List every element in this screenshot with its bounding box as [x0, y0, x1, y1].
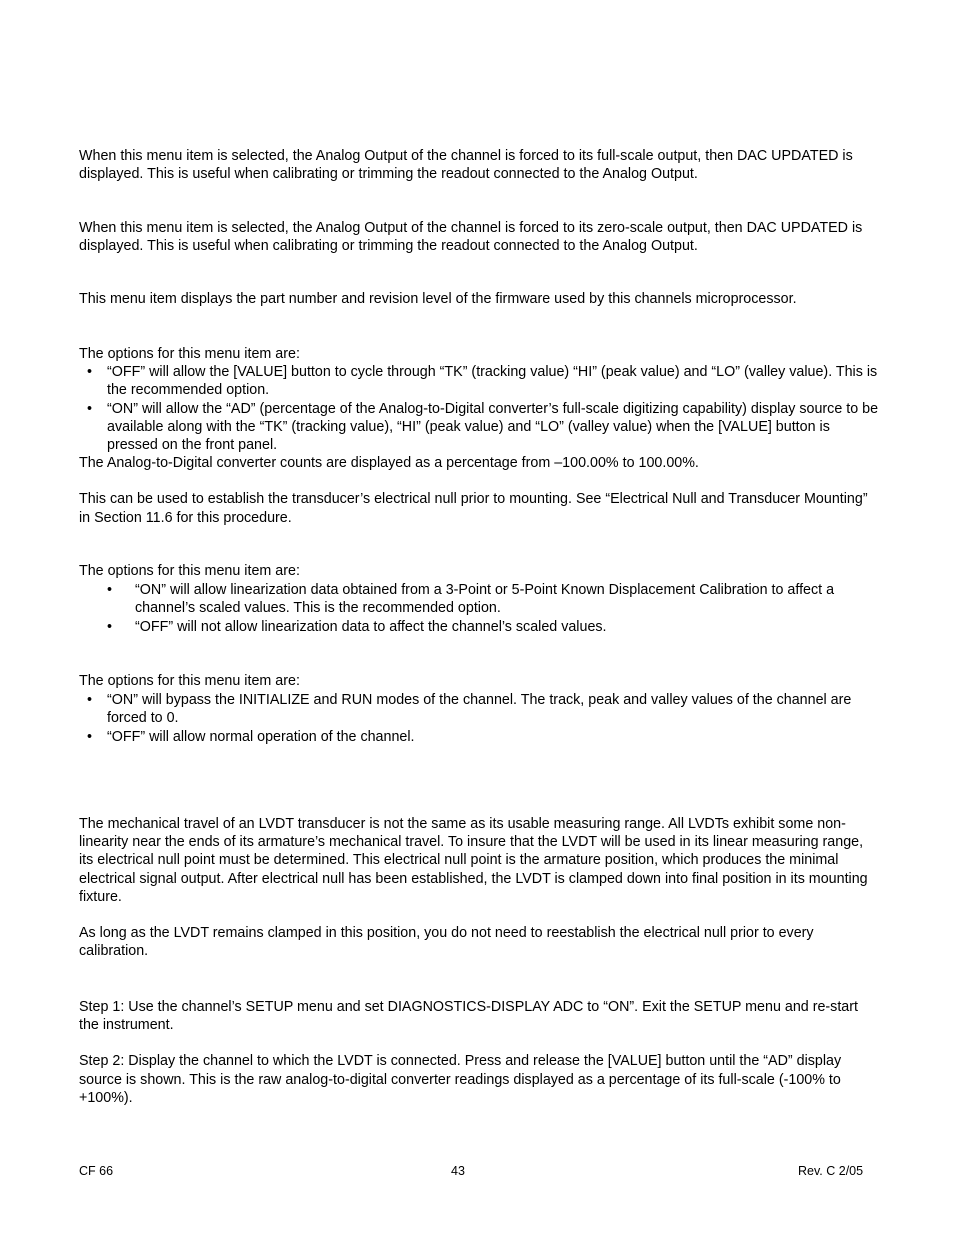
- dac-full-scale-text: When this menu item is selected, the Analog Output of the channel is forced to its full-scale output, then DAC UPDATED is displayed. This is useful when calibrating or trimming the readout connected to the Analog Output.: [79, 148, 853, 183]
- bypass-section: [79, 672, 879, 746]
- display-adc-after-text: The Analog-to-Digital converter counts are displayed as a percentage from –100.00% to 100.00%.: [79, 455, 699, 472]
- list-item: • “ON” will allow linearization data obtained from a 3-Point or 5-Point Known Displacement Calibration to affect a channel’s scaled values. This is the recommended option.: [107, 582, 835, 617]
- footer-document-id: CF 66: [79, 1164, 114, 1178]
- bullet-icon: •: [87, 400, 93, 417]
- bypass-options-list: [79, 691, 879, 746]
- bullet-icon: •: [107, 618, 113, 635]
- procedure-steps: [79, 998, 879, 1107]
- footer-revision: Rev. C 2/05: [798, 1164, 864, 1178]
- display-adc-section: [79, 345, 879, 527]
- list-item: • “OFF” will allow normal operation of the channel.: [87, 728, 415, 745]
- linearization-section: [79, 562, 879, 636]
- electrical-null-paragraph-2: As long as the LVDT remains clamped in this position, you do not need to reestablish the electrical null prior to every calibration.: [79, 925, 814, 960]
- dac-full-scale-paragraph: [79, 147, 879, 183]
- step-1-text: Step 1: Use the channel’s SETUP menu and set DIAGNOSTICS-DISPLAY ADC to “ON”. Exit the SETUP menu and re-start the instrument.: [79, 999, 858, 1034]
- list-item: • “ON” will allow the “AD” (percentage of the Analog-to-Digital converter’s full-scale digitizing capability) display source to be available along with the “TK” (tracking value), “HI” (peak value) and “LO” (valley value) when the [VALUE] button is pressed on the front panel.: [87, 400, 879, 454]
- bullet-icon: •: [87, 364, 93, 381]
- bullet-icon: •: [87, 728, 93, 745]
- firmware-paragraph: [79, 290, 879, 308]
- linearization-intro: The options for this menu item are:: [79, 563, 300, 579]
- list-item: • “OFF” will not allow linearization data to affect the channel’s scaled values.: [107, 618, 607, 635]
- dac-zero-scale-text: When this menu item is selected, the Analog Output of the channel is forced to its zero-scale output, then DAC UPDATED is displayed. This is useful when calibrating or trimming the readout connected to the Analog Output.: [79, 220, 863, 255]
- bullet-icon: •: [87, 692, 93, 709]
- step-2-text: Step 2: Display the channel to which the LVDT is connected. Press and release the [VALUE] button until the “AD” display source is shown. This is the raw analog-to-digital converter readings displayed as a percentage of its full-scale (-100% to +100%).: [79, 1053, 842, 1106]
- bullet-icon: •: [107, 582, 113, 599]
- list-item: • “OFF” will allow the [VALUE] button to cycle through “TK” (tracking value) “HI” (peak value) and “LO” (valley value). This is the recommended option.: [87, 364, 878, 399]
- display-adc-note: This can be used to establish the transducer’s electrical null prior to mounting. See “Electrical Null and Transducer Mounting” in Section 11.6 for this procedure.: [79, 491, 868, 526]
- display-adc-options-list: [79, 363, 879, 454]
- list-item: • “ON” will bypass the INITIALIZE and RUN modes of the channel. The track, peak and valley values of the channel are forced to 0.: [87, 692, 852, 727]
- firmware-text: This menu item displays the part number and revision level of the firmware used by this channels microprocessor.: [79, 291, 797, 307]
- footer-page-number: 43: [451, 1164, 465, 1178]
- electrical-null-paragraph-1: The mechanical travel of an LVDT transducer is not the same as its usable measuring range. All LVDTs exhibit some non-linearity near the ends of its armature’s mechanical travel. To insure that the LVDT will be used in its linear measuring range, its electrical null point must be determined. This electrical null point is the armature position, which produces the minimal electrical signal output. After electrical null has been established, the LVDT is clamped down into final position in its mounting fixture.: [79, 816, 868, 905]
- dac-zero-scale-paragraph: [79, 219, 879, 255]
- display-adc-intro: The options for this menu item are:: [79, 346, 300, 362]
- electrical-null-section: [79, 815, 879, 960]
- bypass-intro: The options for this menu item are:: [79, 673, 300, 689]
- linearization-options-list: [79, 581, 879, 636]
